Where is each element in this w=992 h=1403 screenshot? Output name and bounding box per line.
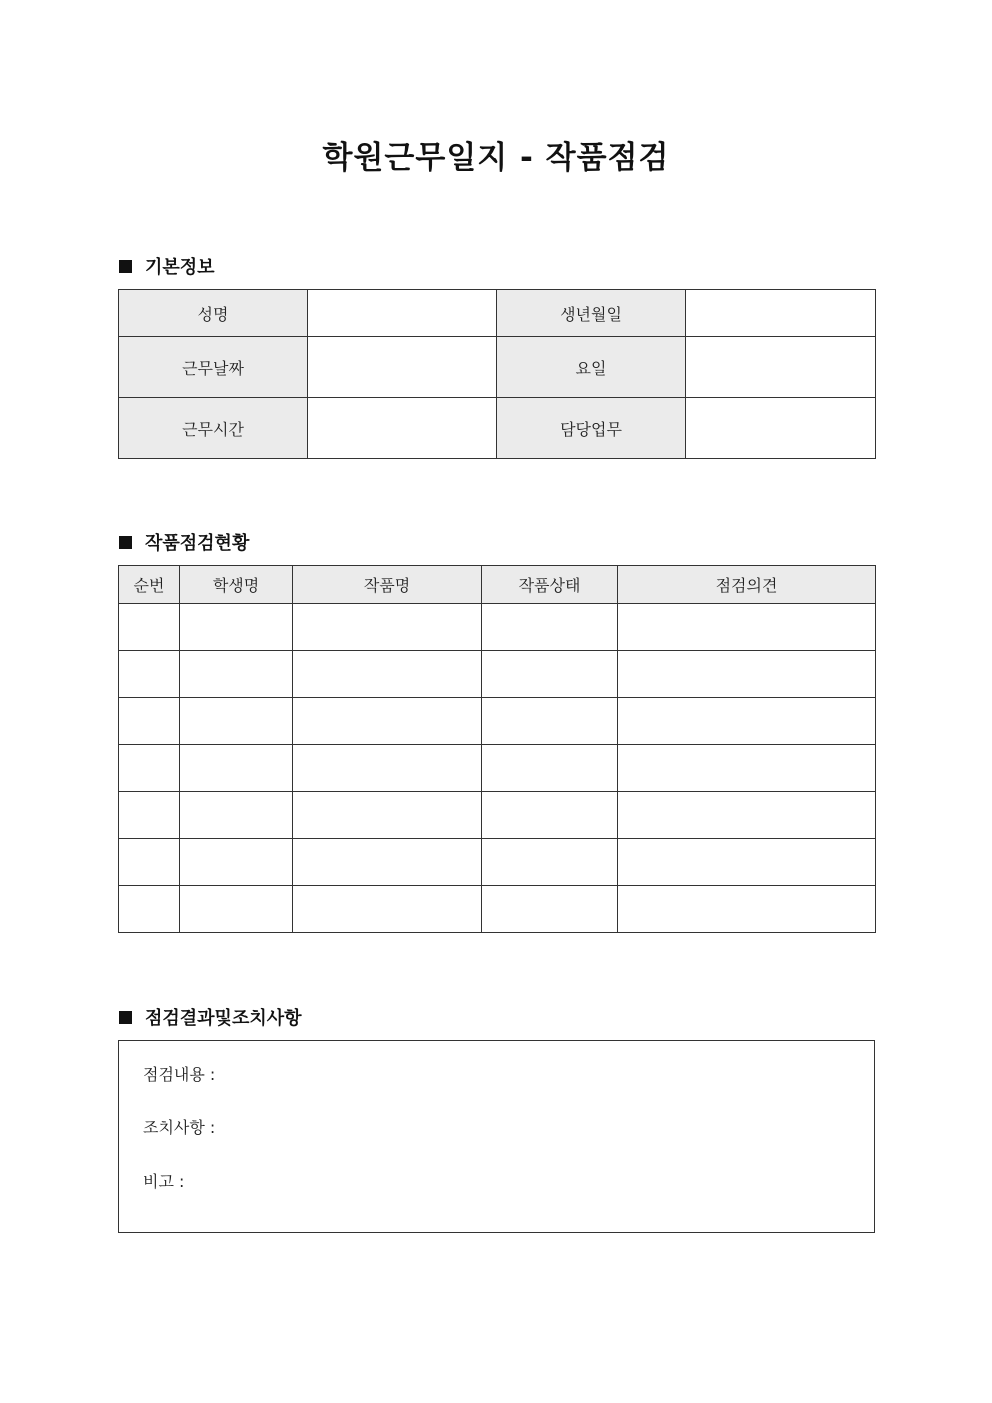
duty-field[interactable] [686, 398, 876, 459]
name-field[interactable] [308, 290, 497, 337]
work-hours-label: 근무시간 [119, 398, 308, 459]
number-cell[interactable] [119, 745, 180, 792]
opinion-cell[interactable] [618, 839, 876, 886]
work-cell[interactable] [293, 651, 482, 698]
table-row [119, 745, 876, 792]
remarks-label: 비고 : [143, 1172, 185, 1191]
action-items-line[interactable] [143, 1115, 215, 1138]
basic-info-row [119, 290, 876, 337]
col-header-opinion: 점검의견 [618, 566, 876, 604]
condition-cell[interactable] [482, 839, 618, 886]
student-cell[interactable] [180, 745, 293, 792]
work-cell[interactable] [293, 604, 482, 651]
table-row [119, 698, 876, 745]
basic-info-table [118, 289, 876, 459]
inspection-header-row [119, 566, 876, 604]
opinion-cell[interactable] [618, 886, 876, 933]
work-cell[interactable] [293, 839, 482, 886]
opinion-cell[interactable] [618, 745, 876, 792]
opinion-cell[interactable] [618, 604, 876, 651]
table-row [119, 839, 876, 886]
opinion-cell[interactable] [618, 651, 876, 698]
result-heading-text: 점검결과및조치사항 [145, 1008, 302, 1029]
student-cell[interactable] [180, 604, 293, 651]
birthdate-field[interactable] [686, 290, 876, 337]
duty-label: 담당업무 [497, 398, 686, 459]
basic-info-heading [119, 253, 215, 279]
number-cell[interactable] [119, 698, 180, 745]
opinion-cell[interactable] [618, 698, 876, 745]
condition-cell[interactable] [482, 745, 618, 792]
condition-cell[interactable] [482, 604, 618, 651]
condition-cell[interactable] [482, 651, 618, 698]
work-cell[interactable] [293, 792, 482, 839]
page-title: 학원근무일지 - 작품점검 [322, 140, 670, 176]
col-header-number: 순번 [119, 566, 180, 604]
col-header-condition: 작품상태 [482, 566, 618, 604]
table-row [119, 886, 876, 933]
action-items-label: 조치사항 : [143, 1118, 216, 1137]
number-cell[interactable] [119, 886, 180, 933]
opinion-cell[interactable] [618, 792, 876, 839]
basic-info-row [119, 398, 876, 459]
birthdate-label: 생년월일 [497, 290, 686, 337]
student-cell[interactable] [180, 839, 293, 886]
condition-cell[interactable] [482, 792, 618, 839]
number-cell[interactable] [119, 839, 180, 886]
col-header-work: 작품명 [293, 566, 482, 604]
student-cell[interactable] [180, 792, 293, 839]
name-label: 성명 [119, 290, 308, 337]
work-cell[interactable] [293, 886, 482, 933]
inspection-table [118, 565, 876, 933]
square-bullet-icon [119, 536, 132, 549]
number-cell[interactable] [119, 651, 180, 698]
work-cell[interactable] [293, 745, 482, 792]
inspection-content-line[interactable] [143, 1062, 215, 1085]
table-row [119, 651, 876, 698]
square-bullet-icon [119, 1011, 132, 1024]
student-cell[interactable] [180, 886, 293, 933]
table-row [119, 604, 876, 651]
work-date-field[interactable] [308, 337, 497, 398]
square-bullet-icon [119, 260, 132, 273]
number-cell[interactable] [119, 792, 180, 839]
basic-info-row [119, 337, 876, 398]
number-cell[interactable] [119, 604, 180, 651]
inspection-heading-text: 작품점검현황 [145, 533, 250, 554]
table-row [119, 792, 876, 839]
col-header-student: 학생명 [180, 566, 293, 604]
student-cell[interactable] [180, 698, 293, 745]
weekday-label: 요일 [497, 337, 686, 398]
basic-info-heading-text: 기본정보 [145, 257, 215, 278]
condition-cell[interactable] [482, 886, 618, 933]
work-cell[interactable] [293, 698, 482, 745]
work-date-label: 근무날짜 [119, 337, 308, 398]
result-box [118, 1040, 875, 1233]
weekday-field[interactable] [686, 337, 876, 398]
condition-cell[interactable] [482, 698, 618, 745]
work-hours-field[interactable] [308, 398, 497, 459]
student-cell[interactable] [180, 651, 293, 698]
remarks-line[interactable] [143, 1169, 184, 1192]
inspection-content-label: 점검내용 : [143, 1065, 216, 1084]
result-heading [119, 1004, 302, 1030]
inspection-heading [119, 529, 249, 555]
